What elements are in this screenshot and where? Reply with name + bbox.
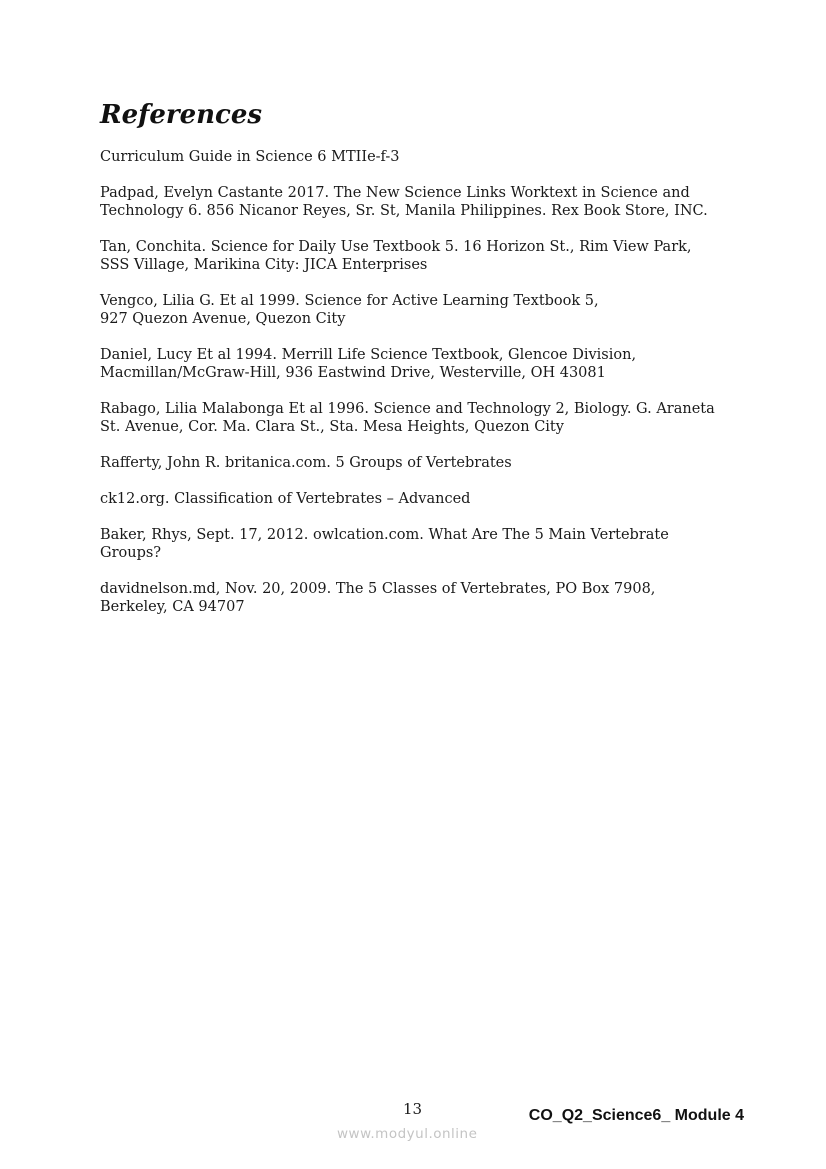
reference-item bbox=[100, 400, 760, 436]
module-code: CO_Q2_Science6_ Module 4 bbox=[528, 1107, 744, 1124]
reference-line: Padpad, Evelyn Castante 2017. The New Science Links Worktext in Science and bbox=[100, 185, 690, 201]
reference-line: Rabago, Lilia Malabonga Et al 1996. Science and Technology 2, Biology. G. Araneta bbox=[100, 401, 715, 417]
reference-item bbox=[100, 580, 760, 616]
reference-item bbox=[100, 490, 760, 508]
reference-item bbox=[100, 238, 760, 274]
reference-line: Rafferty, John R. britanica.com. 5 Groups of Vertebrates bbox=[100, 455, 512, 471]
reference-item bbox=[100, 526, 760, 562]
reference-line: Daniel, Lucy Et al 1994. Merrill Life Science Textbook, Glencoe Division, bbox=[100, 347, 637, 363]
reference-list bbox=[100, 148, 760, 634]
page-number: 13 bbox=[403, 1100, 423, 1118]
reference-item bbox=[100, 148, 760, 166]
reference-line: Baker, Rhys, Sept. 17, 2012. owlcation.com. What Are The 5 Main Vertebrate bbox=[100, 527, 669, 543]
reference-line: Technology 6. 856 Nicanor Reyes, Sr. St, Manila Philippines. Rex Book Store, INC. bbox=[100, 203, 708, 219]
page-title: References bbox=[100, 100, 263, 130]
reference-line: Curriculum Guide in Science 6 MTIIe-f-3 bbox=[100, 149, 400, 165]
reference-line: ck12.org. Classification of Vertebrates – Advanced bbox=[100, 491, 471, 507]
reference-line: SSS Village, Marikina City: JICA Enterprises bbox=[100, 257, 428, 273]
reference-line: St. Avenue, Cor. Ma. Clara St., Sta. Mesa Heights, Quezon City bbox=[100, 419, 564, 435]
reference-item bbox=[100, 292, 760, 328]
reference-line: Groups? bbox=[100, 545, 162, 561]
reference-item bbox=[100, 346, 760, 382]
reference-line: Macmillan/McGraw-Hill, 936 Eastwind Drive, Westerville, OH 43081 bbox=[100, 365, 606, 381]
reference-item bbox=[100, 184, 760, 220]
reference-line: Berkeley, CA 94707 bbox=[100, 599, 245, 615]
reference-line: Tan, Conchita. Science for Daily Use Textbook 5. 16 Horizon St., Rim View Park, bbox=[100, 239, 692, 255]
reference-line: 927 Quezon Avenue, Quezon City bbox=[100, 311, 346, 327]
reference-line: davidnelson.md, Nov. 20, 2009. The 5 Classes of Vertebrates, PO Box 7908, bbox=[100, 581, 656, 597]
watermark: www.modyul.online bbox=[337, 1126, 478, 1142]
reference-item bbox=[100, 454, 760, 472]
reference-line: Vengco, Lilia G. Et al 1999. Science for Active Learning Textbook 5, bbox=[100, 293, 599, 309]
